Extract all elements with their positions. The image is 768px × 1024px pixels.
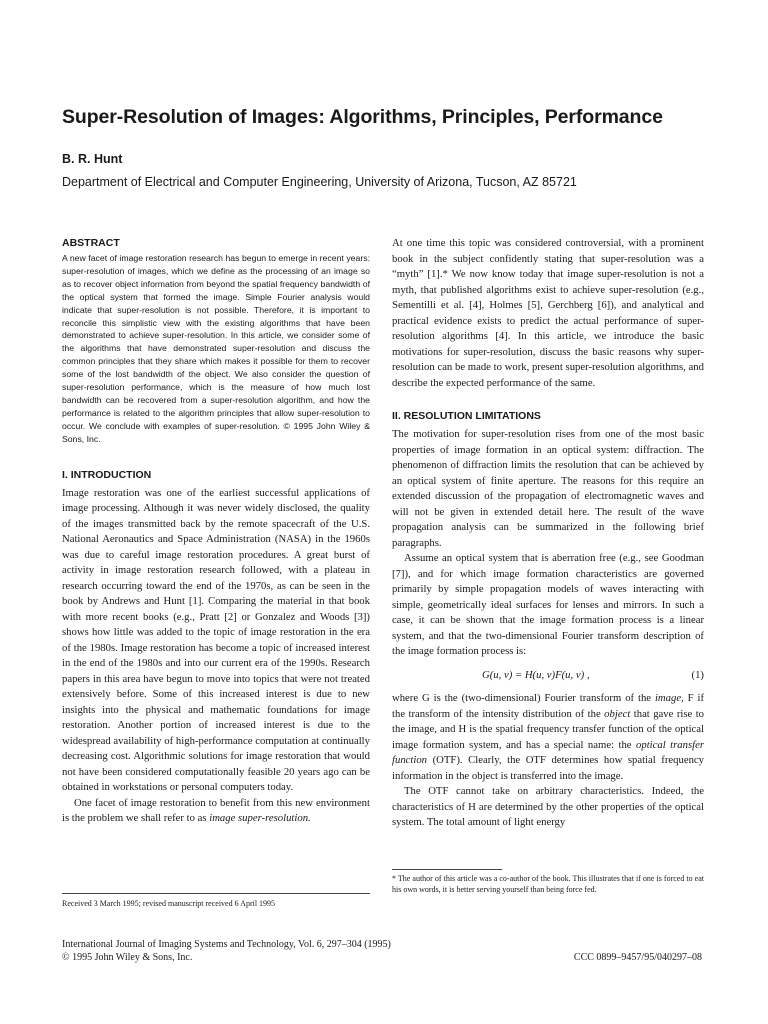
right-column	[392, 236, 704, 831]
ccc-code: CCC 0899–9457/95/040297–08	[573, 952, 702, 963]
otf-term: optical transfer function	[392, 738, 705, 766]
object-term: object	[604, 707, 631, 720]
left-column	[62, 236, 370, 827]
introduction-heading: I. INTRODUCTION	[62, 468, 152, 481]
image-term: image	[654, 692, 682, 704]
equation-1	[392, 668, 704, 684]
footnote-divider	[392, 869, 502, 870]
abstract-text: A new facet of image restoration research has begun to emerge in recent years: super-resolution of images, which we define as the processing of an image so as to recover object information from beyond the spatial frequency bandwidth of the optical system that formed the image. Simple Fourier analysis would indicate that super-resolution is not possible. Therefore, it is important to reconcile this simplistic view with the existing algorithms that have been demonstrated to achieve super-resolution. In this article, we consider some of the algorithms that have demonstrated super-resolution and discuss the common principles that they share which makes it possible for them to recover some of the lost bandwidth of the object. We also consider the question of super-resolution performance, which is the measure of how much lost bandwidth can be recovered from a super-resolution algorithm, and how the performance is related to the algorithm principles that allow super-resolution to occur. We conclude with examples of super-resolution. © 1995 John Wiley & Sons, Inc.	[62, 253, 370, 444]
equation-1-number: (1)	[691, 668, 704, 681]
author-name: B. R. Hunt	[62, 152, 123, 166]
introduction-paragraph-2-start: One facet of image restoration to benefit from this new environment is the problem we shall refer to as	[62, 796, 370, 825]
footnote: * The author of this article was a co-author of the book. This illustrates that if one is forced to eat his own words, it is better serving yourself than being force fed.	[392, 874, 704, 894]
abstract-heading: ABSTRACT	[62, 237, 120, 249]
copyright-line: © 1995 John Wiley & Sons, Inc.	[62, 952, 193, 963]
introduction-paragraph-2	[62, 796, 370, 827]
paper-title: Super-Resolution of Images: Algorithms, Principles, Performance	[62, 106, 663, 128]
journal-citation	[62, 938, 662, 964]
received-divider	[62, 893, 370, 894]
paragraph-3-part-e: that gave rise to the image, and H is the spatial frequency transfer function of the optical image formation system, and has a special name: the	[392, 707, 705, 751]
author-affiliation: Department of Electrical and Computer Engineering, University of Arizona, Tucson, AZ 85721	[62, 175, 577, 189]
introduction-paragraph-2-continued: At one time this topic was considered controversial, with a prominent book in the subject confidently stating that super-resolution was a “myth” [1].* We now know today that image super-resolution is not a myth, that published algorithms exist to achieve super-resolution (e.g., Sementilli et al. [4], Holmes [5], Gerchberg [6]), and analytical and practical evidence exists to predict the actual performance of super-resolution algorithms [4]. In this article, we introduce the basic motivations for super-resolution, discuss the basic reasons why super-resolution can be made to work, present super-resolution algorithms, and describe the expected performance of the same.	[392, 237, 704, 389]
resolution-paragraph-3	[392, 691, 704, 784]
equation-1-expression: G(u, v) = H(u, v)F(u, v) ,	[482, 668, 590, 681]
introduction-paragraph-1: Image restoration was one of the earliest successful applications of image processing. Although it was never widely disclosed, the quality of the images transmitted back by the remote spacecraft of the U.S. National Aeronautics and Space Administration (NASA) in the 1960s was due to careful image restoration procedures. A great burst of activity in image restoration research followed, with a plateau in research occurring toward the end of the 1970s, as can be seen in the book by Andrews and Hunt [1]. Comparing the material in that book with more recent books (e.g., Pratt [2] or Gonzalez and Woods [3]) shows how little was added to the topic of image restoration in the era of the 1980s. Image restoration has become a topic of increased interest in the end of the 1980s and into our current era of the 1990s. Research papers in this area have begun to move into topics that were not treated extensively before. Some of this increased interest is due to new insights into the physical and mathematic foundations for image restoration. Another portion of increased interest is due to the widespread availability of high-performance computation at continually decreasing cost. Algorithmic solutions for image restoration that would not have been considered computationally feasible 20 years ago can be obtained in workstations or personal computers today.	[62, 486, 370, 794]
image-super-resolution-term: image super-resolution.	[209, 812, 311, 825]
paragraph-3-part-a: where G is the (two-dimensional) Fourier transform of the	[392, 692, 652, 704]
paragraph-3-part-c: , F if the transform of the intensity distribution of the	[392, 692, 705, 720]
resolution-paragraph-1: The motivation for super-resolution rises from one of the most basic properties of image formation in an optical system: diffraction. The phenomenon of diffraction limits the resolution that can be achieved by an optical system of finite aperture. The reasons for this require an extended discussion of the propagation of electromagnetic waves and will not be given in extended detail here. The result of the wave propagation analysis can be summarized in the following brief paragraphs.	[392, 428, 704, 549]
resolution-limitations-heading: II. RESOLUTION LIMITATIONS	[392, 410, 541, 422]
paragraph-3-part-g: (OTF). Clearly, the OTF determines how spatial frequency information in the object is transferred into the image.	[392, 754, 705, 782]
resolution-paragraph-4: The OTF cannot take on arbitrary characteristics. Indeed, the characteristics of H are determined by the other properties of the optical system. The total amount of light energy	[392, 785, 704, 828]
received-date: Received 3 March 1995; revised manuscript received 6 April 1995	[62, 899, 276, 908]
resolution-paragraph-2: Assume an optical system that is aberration free (e.g., see Goodman [7]), and for which image formation characteristics are governed primarily by simple propagation models of waves interacting with simple, geometrically ideal surfaces for lenses and mirrors. In such a case, it can be shown that the image formation process is a linear system, and that the two-dimensional Fourier transform description of the image formation process is:	[392, 552, 704, 657]
journal-name-line: International Journal of Imaging Systems and Technology, Vol. 6, 297–304 (1995)	[62, 939, 391, 950]
